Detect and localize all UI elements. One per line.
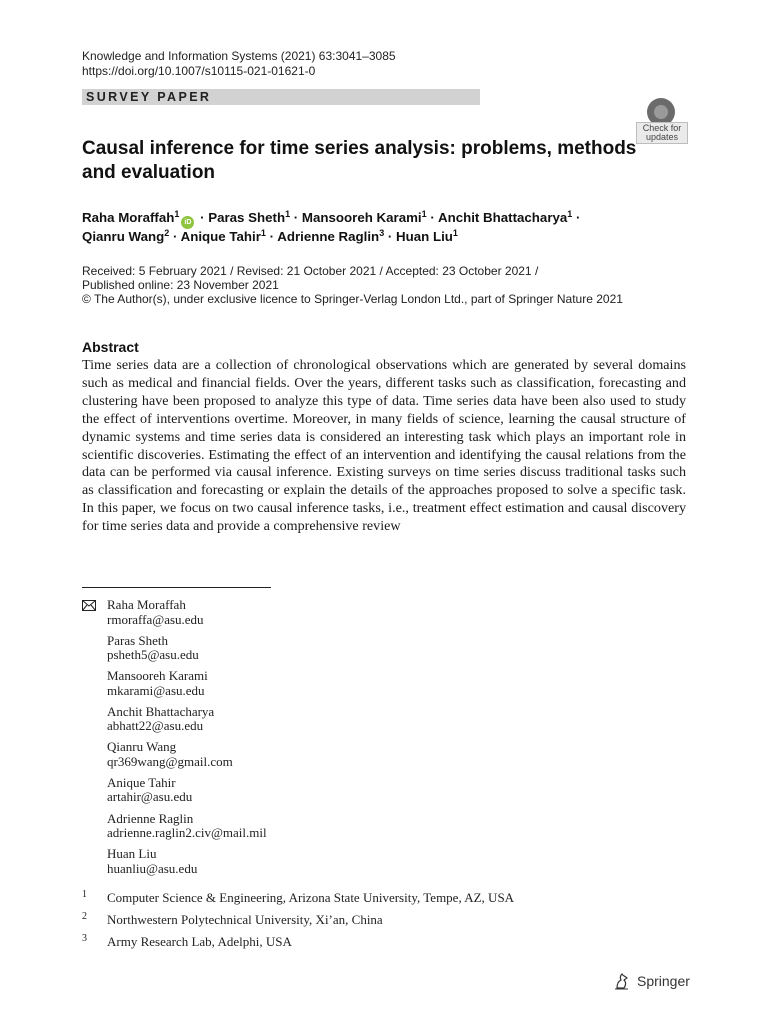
affiliation-text: Computer Science & Engineering, Arizona State University, Tempe, AZ, USA [107,890,515,905]
author-name[interactable]: Raha Moraffah [82,210,175,225]
check-for-updates-badge[interactable] [636,98,688,144]
received-dates: Received: 5 February 2021 / Revised: 21 October 2021 / Accepted: 23 October 2021 / [82,264,539,278]
author-name[interactable]: Qianru Wang [82,229,165,244]
contact-name: Mansooreh Karami [107,668,208,684]
author-separator: · [572,210,581,225]
author-name[interactable]: Paras Sheth [208,210,286,225]
orcid-icon[interactable]: iD [181,216,194,229]
author-name[interactable]: Mansooreh Karami [301,210,422,225]
published-date: Published online: 23 November 2021 [82,278,279,292]
contact-entry [107,847,407,883]
author-affiliation-number: 1 [452,228,458,238]
article-type-band [82,89,480,105]
contact-email[interactable]: adrienne.raglin2.civ@mail.mil [107,825,267,841]
affiliation-number: 3 [82,933,87,944]
contact-email[interactable]: rmoraffa@asu.edu [107,611,204,627]
author-affiliation-number: 1 [285,209,291,219]
copyright-license: © The Author(s), under exclusive licence to Springer-Verlag London Ltd., part of Springer Nature 2021 [82,292,623,306]
author-affiliation-number: 3 [379,228,385,238]
contact-entry [107,705,407,741]
springer-logo [614,972,690,990]
author-affiliation-number: 1 [260,228,266,238]
author-affiliation-number: 1 [174,209,180,219]
contact-email[interactable]: abhatt22@asu.edu [107,718,204,734]
affiliation-number: 1 [82,889,87,900]
author-separator: · [169,229,181,244]
corresponding-contacts [107,598,407,883]
author-affiliation-number: 1 [421,209,427,219]
affiliation-item [82,934,702,956]
journal-citation: Knowledge and Information Systems (2021) 63:3041–3085 [82,49,396,63]
author-name[interactable]: Adrienne Raglin [277,229,380,244]
contact-entry [107,812,407,848]
doi-link[interactable]: https://doi.org/10.1007/s10115-021-01621-0 [82,64,316,78]
abstract-text: Time series data are a collection of chronological observations which are generated by several domains such as medical and financial fields. Over the years, different tasks such as classification, forecasting and clustering have been proposed to analyze this type of data. Time series data have been also used to study the effect of interventions overtime. Moreover, in many fields of science, learning the causal structure of dynamic systems and time series data is considered an interesting task which plays an important role in scientific discoveries. Estimating the effect of an intervention and identifying the causal relations from the data can be performed via causal inference. Existing surveys on time series discuss traditional tasks such as classification and forecasting or explain the details of the approaches proposed to solve a specific task. In this paper, we focus on two causal inference tasks, i.e., treatment effect estimation and causal discovery for time series data and provide a comprehensive review [82,357,686,535]
affiliation-text: Army Research Lab, Adelphi, USA [107,934,292,949]
contact-entry [107,776,407,812]
author-separator: · [265,229,278,244]
contact-entry [107,669,407,705]
affiliation-number: 2 [82,911,87,922]
footnote-divider [82,587,271,588]
springer-horse-icon [614,973,630,990]
affiliation-text: Northwestern Polytechnical University, Xi’an, China [107,912,383,927]
author-list-line-2 [82,227,702,247]
author-separator: · [290,210,302,225]
author-separator: · [426,210,438,225]
article-type-label: SURVEY PAPER [86,90,212,104]
contact-name: Anchit Bhattacharya [107,703,215,719]
contact-name: Qianru Wang [107,739,177,755]
check-for-updates-label: Check for updates [636,122,688,144]
contact-email[interactable]: artahir@asu.edu [107,789,193,805]
author-separator: · [384,229,397,244]
contact-entry [107,598,407,634]
contact-email[interactable]: psheth5@asu.edu [107,647,199,663]
contact-name: Raha Moraffah [107,597,186,612]
author-affiliation-number: 2 [164,228,170,238]
contact-email[interactable]: qr369wang@gmail.com [107,753,233,769]
contact-name: Adrienne Raglin [107,810,194,826]
abstract-heading: Abstract [82,339,139,355]
envelope-icon [82,600,96,611]
paper-title: Causal inference for time series analysis: problems, methods and evaluation [82,138,637,183]
publisher-name: Springer [637,973,690,990]
author-affiliation-number: 1 [567,209,573,219]
contact-name: Anique Tahir [107,774,176,790]
author-separator: · [196,210,209,225]
contact-entry [107,634,407,670]
author-name[interactable]: Anique Tahir [180,229,261,244]
author-list-line-1 [82,208,702,229]
contact-entry [107,740,407,776]
affiliations-list [82,890,702,956]
author-name[interactable]: Anchit Bhattacharya [437,210,568,225]
contact-name: Huan Liu [107,846,157,862]
contact-email[interactable]: mkarami@asu.edu [107,682,205,698]
contact-email[interactable]: huanliu@asu.edu [107,860,198,876]
affiliation-item [82,890,702,912]
affiliation-item [82,912,702,934]
contact-name: Paras Sheth [107,632,169,648]
author-name[interactable]: Huan Liu [396,229,453,244]
